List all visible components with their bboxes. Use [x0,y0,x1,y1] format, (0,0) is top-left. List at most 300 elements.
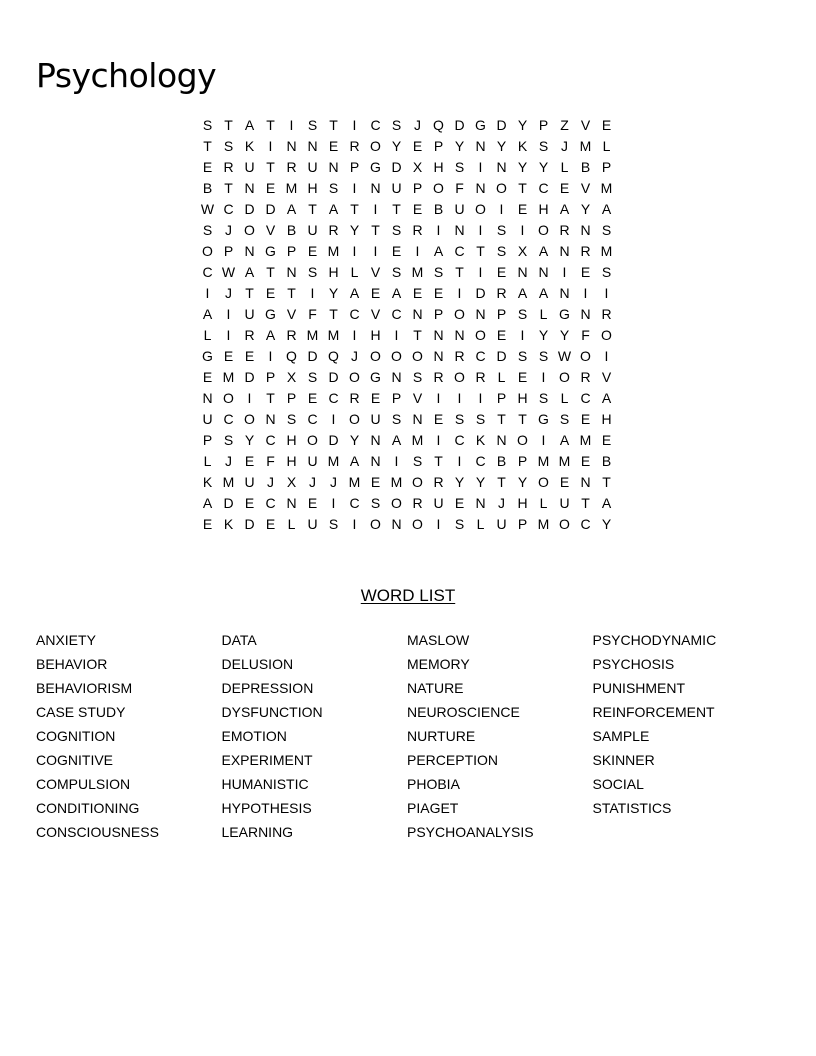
grid-letter: N [391,516,402,532]
grid-letter: Y [517,474,528,490]
grid-letter: R [559,222,570,238]
grid-letter: P [412,180,423,196]
grid-letter: I [520,327,525,343]
grid-letter: Y [517,117,528,133]
grid-letter: N [286,495,297,511]
grid-letter: P [433,138,444,154]
grid-letter: H [328,264,339,280]
grid-letter: N [391,369,402,385]
grid-letter: D [475,285,486,301]
word-list-item: NEUROSCIENCE [407,704,520,720]
grid-letter: C [454,432,465,448]
grid-letter: I [331,495,336,511]
grid-letter: F [266,453,275,469]
grid-letter: O [580,348,591,364]
grid-letter: I [562,264,567,280]
grid-letter: N [475,495,486,511]
grid-letter: G [370,159,381,175]
grid-letter: N [580,474,591,490]
grid-letter: C [223,411,234,427]
grid-letter: E [223,348,234,364]
grid-letter: M [579,138,592,154]
word-list-item: PUNISHMENT [592,680,686,696]
grid-letter: J [330,474,337,490]
grid-letter: E [370,390,381,406]
grid-letter: T [224,180,233,196]
grid-letter: N [370,180,381,196]
grid-letter: E [559,180,570,196]
grid-letter: T [266,390,275,406]
grid-letter: S [475,411,486,427]
grid-letter: E [307,495,318,511]
grid-letter: M [222,369,235,385]
grid-row [197,451,619,472]
grid-letter: H [286,453,297,469]
grid-letter: S [496,243,507,259]
grid-letter: M [327,327,340,343]
grid-letter: S [286,411,297,427]
grid-letter: T [245,285,254,301]
grid-letter: E [244,348,255,364]
grid-letter: I [457,285,462,301]
grid-letter: U [244,306,255,322]
grid-letter: I [499,201,504,217]
grid-letter: S [328,516,339,532]
grid-letter: R [433,369,444,385]
grid-letter: T [581,495,590,511]
grid-letter: N [496,432,507,448]
grid-letter: R [223,159,234,175]
grid-letter: D [244,516,255,532]
word-list-item: CONSCIOUSNESS [36,824,159,840]
grid-letter: E [496,327,507,343]
grid-letter: R [349,390,360,406]
word-list-item: ANXIETY [36,632,96,648]
grid-letter: T [266,264,275,280]
grid-letter: R [412,222,423,238]
grid-letter: E [328,138,339,154]
grid-letter: S [454,516,465,532]
grid-letter: D [496,117,507,133]
grid-letter: I [583,285,588,301]
grid-row [197,388,619,409]
grid-row [197,514,619,535]
grid-letter: I [478,222,483,238]
grid-letter: I [352,516,357,532]
grid-letter: A [202,306,213,322]
grid-letter: Z [560,117,569,133]
grid-letter: P [391,390,402,406]
grid-letter: V [370,306,381,322]
grid-letter: I [373,243,378,259]
grid-letter: S [454,411,465,427]
grid-letter: T [434,453,443,469]
grid-letter: L [560,159,569,175]
grid-letter: I [226,306,231,322]
grid-letter: O [454,369,465,385]
grid-letter: O [244,222,255,238]
grid-letter: F [581,327,590,343]
grid-letter: S [538,348,549,364]
grid-letter: N [454,222,465,238]
word-list-item: PSYCHOANALYSIS [407,824,534,840]
grid-letter: R [244,327,255,343]
grid-letter: I [436,516,441,532]
grid-letter: E [244,453,255,469]
grid-letter: M [600,180,613,196]
grid-letter: A [349,285,360,301]
grid-letter: N [559,285,570,301]
grid-letter: C [349,306,360,322]
grid-letter: E [202,369,213,385]
grid-letter: E [601,117,612,133]
grid-letter: L [203,453,212,469]
grid-letter: S [391,411,402,427]
grid-letter: V [370,264,381,280]
grid-letter: M [537,453,550,469]
grid-letter: N [454,327,465,343]
grid-letter: D [265,201,276,217]
grid-letter: P [601,159,612,175]
grid-letter: N [370,453,381,469]
grid-letter: W [557,348,572,364]
grid-letter: V [601,369,612,385]
grid-letter: C [223,201,234,217]
grid-letter: S [391,264,402,280]
grid-letter: B [202,180,213,196]
grid-letter: I [352,243,357,259]
grid-letter: Q [433,117,444,133]
grid-letter: U [307,222,318,238]
grid-letter: Y [517,159,528,175]
grid-letter: N [433,348,444,364]
grid-letter: C [307,411,318,427]
grid-letter: J [561,138,568,154]
grid-letter: P [517,516,528,532]
word-list-item: BEHAVIORISM [36,680,133,696]
grid-letter: S [496,222,507,238]
grid-letter: N [244,243,255,259]
grid-letter: L [602,138,611,154]
grid-letter: U [202,411,213,427]
grid-letter: L [539,306,548,322]
grid-letter: T [518,180,527,196]
grid-letter: L [560,390,569,406]
grid-letter: J [309,474,316,490]
grid-letter: C [454,243,465,259]
grid-letter: I [604,285,609,301]
grid-row [197,199,619,220]
grid-letter: U [454,201,465,217]
grid-letter: J [225,453,232,469]
grid-letter: T [350,201,359,217]
grid-letter: S [370,495,381,511]
grid-letter: U [370,411,381,427]
grid-letter: T [518,411,527,427]
grid-letter: A [391,432,402,448]
grid-letter: Y [475,474,486,490]
grid-letter: T [287,285,296,301]
grid-letter: Y [601,516,612,532]
grid-letter: T [371,222,380,238]
grid-row [197,409,619,430]
grid-letter: W [221,264,236,280]
grid-letter: E [580,411,591,427]
grid-letter: Y [454,474,465,490]
grid-letter: S [328,180,339,196]
grid-letter: I [415,243,420,259]
grid-letter: X [286,369,297,385]
word-list-item: STATISTICS [592,800,672,816]
grid-letter: V [580,117,591,133]
grid-letter: E [307,390,318,406]
grid-letter: P [286,390,297,406]
grid-letter: C [538,180,549,196]
grid-letter: N [328,159,339,175]
grid-letter: J [498,495,505,511]
grid-letter: U [307,516,318,532]
grid-letter: J [225,222,232,238]
grid-letter: T [392,201,401,217]
grid-letter: P [433,306,444,322]
grid-letter: A [265,327,276,343]
grid-letter: R [412,495,423,511]
grid-letter: M [558,453,571,469]
grid-letter: S [391,222,402,238]
grid-letter: E [454,495,465,511]
grid-letter: T [308,201,317,217]
grid-letter: C [202,264,213,280]
grid-letter: R [454,348,465,364]
grid-letter: O [538,222,549,238]
grid-letter: M [222,474,235,490]
grid-letter: O [244,411,255,427]
grid-letter: D [454,117,465,133]
grid-letter: E [307,243,318,259]
grid-letter: L [497,369,506,385]
grid-letter: U [391,180,402,196]
grid-letter: E [559,474,570,490]
grid-letter: P [538,117,549,133]
grid-letter: B [601,453,612,469]
grid-letter: I [289,117,294,133]
grid-letter: P [517,453,528,469]
word-list-item: MEMORY [407,656,470,672]
grid-letter: N [265,411,276,427]
grid-letter: F [455,180,464,196]
grid-letter: S [307,264,318,280]
grid-letter: I [247,390,252,406]
word-list-item: HUMANISTIC [221,776,309,792]
grid-letter: S [559,411,570,427]
grid-letter: I [457,390,462,406]
word-list-item: PERCEPTION [407,752,499,768]
grid-letter: I [352,117,357,133]
grid-letter: M [285,180,298,196]
grid-letter: T [224,117,233,133]
grid-letter: E [391,243,402,259]
grid-letter: P [349,159,360,175]
grid-letter: U [307,159,318,175]
grid-letter: O [307,432,318,448]
grid-letter: Y [328,285,339,301]
grid-letter: A [517,285,528,301]
grid-letter: S [517,348,528,364]
grid-letter: O [454,306,465,322]
grid-letter: H [286,432,297,448]
grid-letter: A [391,285,402,301]
grid-letter: K [244,138,255,154]
grid-letter: H [370,327,381,343]
grid-letter: P [286,243,297,259]
grid-letter: E [370,285,381,301]
grid-letter: C [265,432,276,448]
grid-letter: A [559,432,570,448]
grid-letter: A [559,201,570,217]
grid-letter: N [580,306,591,322]
grid-letter: K [475,432,486,448]
grid-letter: O [223,390,234,406]
grid-letter: E [370,474,381,490]
word-list-item: COGNITION [36,728,116,744]
grid-letter: M [411,264,424,280]
grid-letter: I [457,453,462,469]
grid-letter: A [538,243,549,259]
grid-letter: T [476,243,485,259]
grid-letter: I [436,432,441,448]
grid-letter: Y [559,327,570,343]
grid-letter: E [265,516,276,532]
grid-letter: R [601,306,612,322]
grid-letter: E [412,285,423,301]
grid-letter: T [497,474,506,490]
grid-letter: O [412,348,423,364]
word-list-item: NATURE [407,680,464,696]
grid-letter: M [306,327,319,343]
grid-letter: C [580,516,591,532]
grid-letter: K [202,474,213,490]
grid-letter: H [433,159,444,175]
grid-letter: I [541,369,546,385]
grid-letter: H [538,201,549,217]
word-list-item: PSYCHODYNAMIC [592,632,717,648]
grid-letter: V [265,222,276,238]
grid-letter: Q [286,348,297,364]
grid-letter: T [413,327,422,343]
grid-letter: P [496,306,507,322]
grid-letter: Y [538,159,549,175]
grid-row [197,493,619,514]
grid-letter: I [310,285,315,301]
grid-letter: T [455,264,464,280]
grid-letter: E [433,411,444,427]
grid-letter: I [436,222,441,238]
word-list-item: REINFORCEMENT [592,704,715,720]
word-list-item: EXPERIMENT [221,752,313,768]
grid-letter: A [286,201,297,217]
grid-letter: O [391,348,402,364]
grid-row [197,346,619,367]
grid-letter: R [433,474,444,490]
grid-letter: A [202,495,213,511]
grid-letter: N [286,138,297,154]
grid-row [197,262,619,283]
grid-letter: N [538,264,549,280]
grid-letter: Y [349,432,360,448]
grid-letter: I [394,327,399,343]
grid-letter: I [520,222,525,238]
grid-letter: O [391,495,402,511]
grid-letter: S [412,369,423,385]
grid-letter: J [267,474,274,490]
grid-letter: D [328,432,339,448]
grid-letter: M [327,243,340,259]
grid-letter: E [265,285,276,301]
grid-letter: Y [496,138,507,154]
grid-letter: P [202,432,213,448]
grid-letter: V [580,180,591,196]
grid-letter: R [349,138,360,154]
grid-letter: U [307,453,318,469]
grid-letter: L [539,495,548,511]
grid-letter: E [412,138,423,154]
grid-letter: E [244,495,255,511]
grid-letter: N [475,138,486,154]
grid-letter: D [244,201,255,217]
grid-letter: U [559,495,570,511]
word-list [36,630,796,846]
word-list-item: COMPULSION [36,776,131,792]
grid-letter: A [433,243,444,259]
grid-letter: O [538,474,549,490]
grid-letter: Y [244,432,255,448]
grid-letter: A [601,390,612,406]
grid-letter: I [604,348,609,364]
grid-letter: G [370,369,381,385]
grid-letter: S [538,138,549,154]
grid-letter: D [223,495,234,511]
grid-row [197,472,619,493]
grid-letter: A [538,285,549,301]
grid-letter: M [600,243,613,259]
grid-letter: E [433,285,444,301]
grid-letter: E [265,180,276,196]
grid-letter: I [352,180,357,196]
grid-letter: O [349,411,360,427]
word-list-item: CONDITIONING [36,800,140,816]
grid-letter: A [244,264,255,280]
grid-row [197,430,619,451]
grid-letter: Y [538,327,549,343]
grid-letter: I [331,411,336,427]
word-list-item: SAMPLE [592,728,650,744]
grid-letter: J [225,285,232,301]
grid-row [197,220,619,241]
grid-letter: O [496,180,507,196]
grid-letter: N [307,138,318,154]
grid-letter: U [433,495,444,511]
grid-letter: N [412,411,423,427]
grid-letter: T [266,159,275,175]
grid-letter: J [351,348,358,364]
grid-letter: Y [391,138,402,154]
grid-letter: N [244,180,255,196]
grid-letter: O [475,201,486,217]
grid-letter: A [244,117,255,133]
grid-letter: O [601,327,612,343]
grid-letter: T [329,117,338,133]
grid-letter: E [601,432,612,448]
